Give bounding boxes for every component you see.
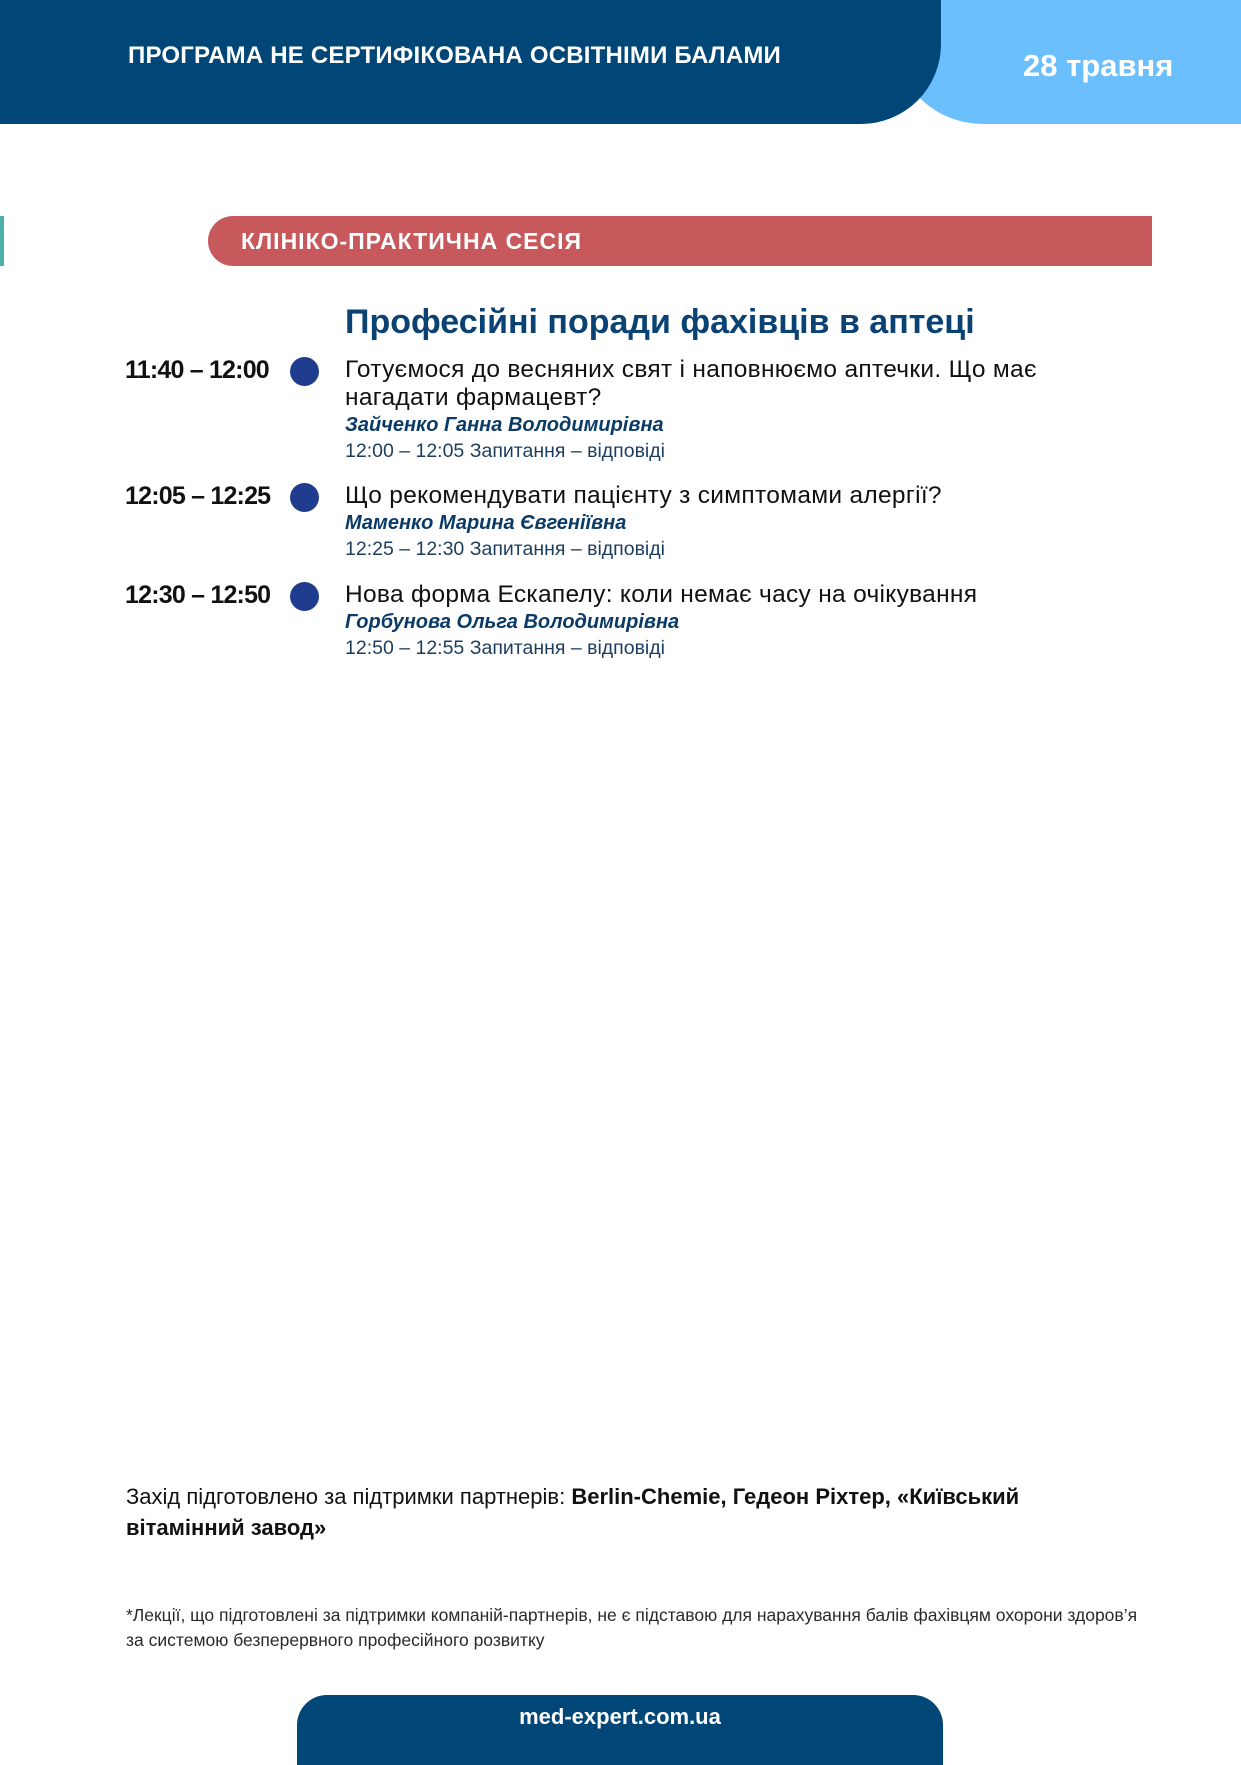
item-qa: 12:25 – 12:30 Запитання – відповіді (345, 538, 665, 560)
left-accent-mark (0, 216, 4, 266)
item-speaker: Горбунова Ольга Володимирівна (345, 611, 680, 633)
item-topic: Готуємося до весняних свят і наповнюємо аптечки. Що має нагадати фармацевт? (345, 356, 1037, 411)
item-qa: 12:00 – 12:05 Запитання – відповіді (345, 440, 665, 462)
header-title: ПРОГРАМА НЕ СЕРТИФІКОВАНА ОСВІТНІМИ БАЛАМИ (128, 42, 782, 69)
disclaimer: *Лекції, що підготовлені за підтримки компаній-партнерів, не є підставою для нарахування балів фахівцям охорони здоров’я за системою безперервного професійного розвитку (126, 1605, 1138, 1650)
website-link[interactable]: med-expert.com.ua (519, 1704, 721, 1729)
partners-prefix: Захід підготовлено за підтримки партнерів: (126, 1484, 572, 1509)
block-title: Професійні поради фахівців в аптеці (345, 303, 975, 341)
item-time: 11:40 – 12:00 (125, 356, 269, 384)
partners-names: Berlin-Chemie, Гедеон Ріхтер, «Київський вітамінний завод» (126, 1484, 1020, 1540)
item-time: 12:05 – 12:25 (125, 482, 271, 510)
footer-bar (297, 1695, 943, 1765)
item-topic: Що рекомендувати пацієнту з симптомами алергії? (345, 482, 942, 509)
bullet-dot-icon (290, 483, 319, 512)
item-speaker: Маменко Марина Євгеніївна (345, 512, 627, 534)
session-label: КЛІНІКО-ПРАКТИЧНА СЕСІЯ (241, 228, 583, 254)
item-qa: 12:50 – 12:55 Запитання – відповіді (345, 637, 665, 659)
item-topic: Нова форма Ескапелу: коли немає часу на очікування (345, 581, 978, 608)
bullet-dot-icon (290, 357, 319, 386)
partners-note (126, 1481, 1126, 1543)
event-date: 28 травня (1023, 48, 1174, 83)
session-banner (208, 216, 1152, 266)
item-time: 12:30 – 12:50 (125, 581, 271, 609)
bullet-dot-icon (290, 582, 319, 611)
item-speaker: Зайченко Ганна Володимирівна (345, 414, 664, 436)
